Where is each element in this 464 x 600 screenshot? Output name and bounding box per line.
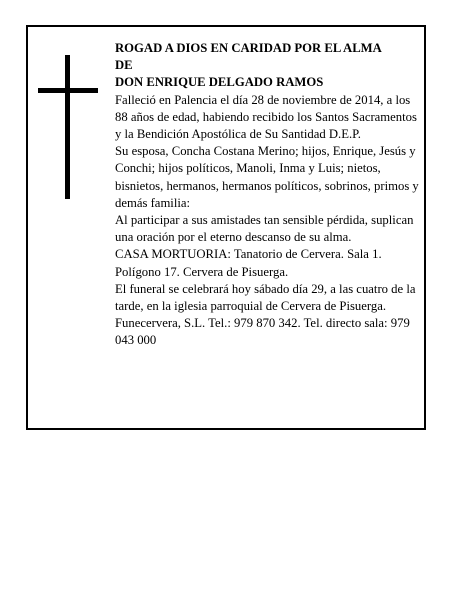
notice-heading-line-1: ROGAD A DIOS EN CARIDAD POR EL ALMA: [115, 41, 382, 55]
funeral-home-address: CASA MORTUORIA: Tanatorio de Cervera. Sala 1. Polígono 17. Cervera de Pisuerga.: [115, 247, 382, 279]
family-list: Su esposa, Concha Costana Merino; hijos, Enrique, Jesús y Conchi; hijos políticos, Manoli, Inma y Luis; nietos, bisnietos, hermanos, hermanos políticos, sobrinos, primos y demás familia:: [115, 144, 419, 210]
funeral-service-details: El funeral se celebrará hoy sábado día 29, a las cuatro de la tarde, en la iglesia parroquial de Cervera de Pisuerga.: [115, 281, 416, 314]
notice-heading-line-2: DE: [115, 58, 133, 73]
deceased-name: DON ENRIQUE DELGADO RAMOS: [115, 75, 324, 90]
notice-body: [115, 40, 420, 350]
obituary-notice: [26, 25, 426, 430]
contact-phones: Funecervera, S.L. Tel.: 979 870 342. Tel. directo sala: 979 043 000: [115, 316, 410, 348]
cross-vertical-bar: [65, 55, 70, 199]
prayer-request: Al participar a sus amistades tan sensible pérdida, suplican una oración por el eterno descanso de su alma.: [115, 213, 414, 245]
cross-icon: [38, 55, 98, 199]
death-announcement: Falleció en Palencia el día 28 de noviembre de 2014, a los 88 años de edad, habiendo recibido los Santos Sacramentos y la Bendición Apostólica de Su Santidad D.E.P.: [115, 92, 417, 142]
cross-horizontal-bar: [38, 88, 98, 93]
